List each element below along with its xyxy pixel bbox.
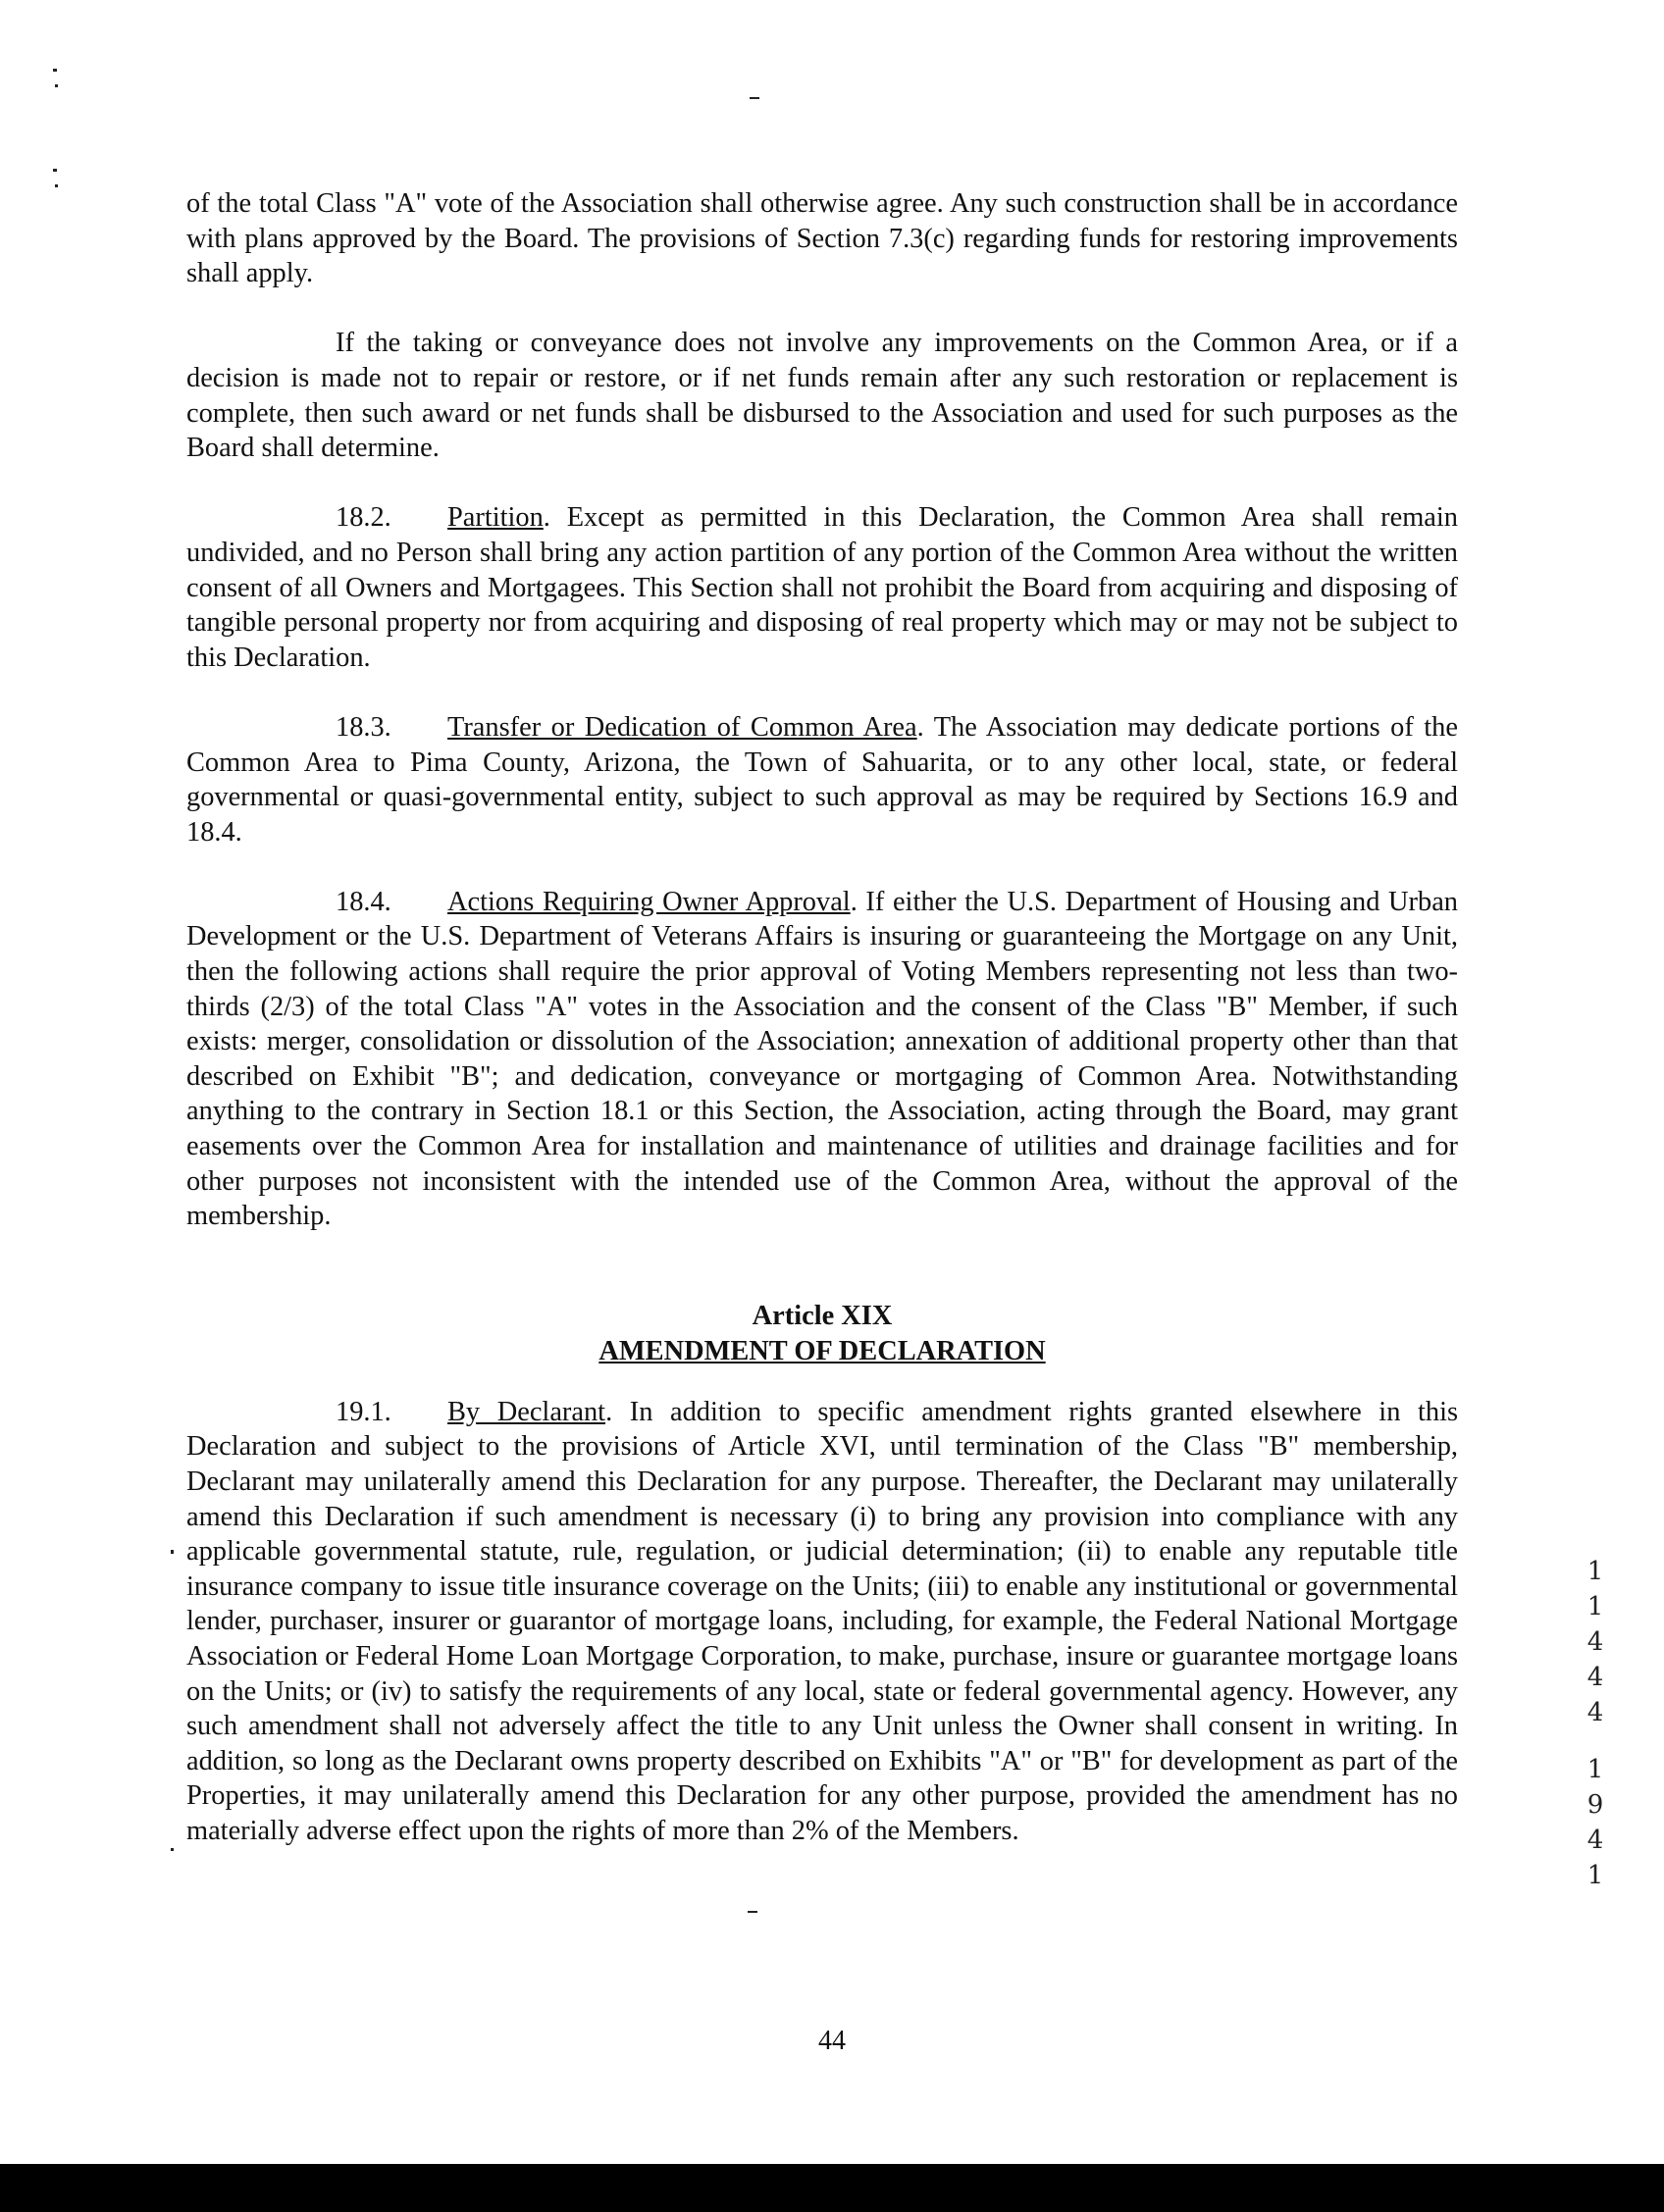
section-title: Transfer or Dedication of Common Area [447, 711, 917, 743]
section-18-3 [186, 710, 1458, 849]
section-body: . Except as permitted in this Declaration, the Common Area shall remain undivided, and no Person shall bring any action partition of any portion of the Common Area without the written consent of all Owners and Mortgagees. This Section shall not prohibit the Board from acquiring and disposing of tangible personal property nor from acquiring and disposing of real property which may or may not be subject to this Declaration. [186, 502, 1458, 673]
article-heading [186, 1299, 1458, 1369]
section-body: . The Association may dedicate portions of the Common Area to Pima County, Arizona, the Town of Sahuarita, or to any other local, state, or federal governmental or quasi-governmental entity, subject to such approval as may be required by Sections 16.9 and 18.4. [186, 711, 1458, 848]
section-number: 19.1. [336, 1396, 391, 1427]
paragraph: If the taking or conveyance does not involve any improvements on the Common Area, or if a decision is made not to repair or restore, or if net funds remain after any such restoration or replacement is complete, then such award or net funds shall be disbursed to the Association and used for such purposes as the Board shall determine. [186, 328, 1458, 464]
stamp-digit: 1 [1586, 1557, 1604, 1586]
section-title: Partition [447, 502, 544, 534]
section-number: 18.4. [336, 886, 391, 917]
scan-speck [55, 184, 58, 187]
scan-speck [171, 1848, 174, 1851]
page-number: 44 [818, 2026, 846, 2056]
document-body [186, 186, 1458, 1883]
scan-speck [171, 1550, 174, 1554]
stamp-digit: 4 [1586, 1627, 1604, 1657]
scan-speck [748, 1911, 757, 1913]
stamp-digit: 4 [1586, 1826, 1604, 1855]
article-title: AMENDMENT OF DECLARATION [598, 1335, 1046, 1366]
margin-stamp-bottom [1576, 1752, 1615, 1893]
stamp-digit: 1 [1586, 1861, 1604, 1890]
stamp-digit: 4 [1586, 1698, 1604, 1727]
article-label: Article XIX [752, 1300, 893, 1331]
section-body: . If either the U.S. Department of Housing and Urban Development or the U.S. Department of Veterans Affairs is insuring or guaranteeing the Mortgage on any Unit, then the following actions shall require the prior approval of Voting Members representing not less than two-thirds (2/3) of the total Class "A" votes in the Association and the consent of the Class "B" Member, if such exists: merger, consolidation or dissolution of the Association; annexation of additional property other than that described on Exhibit "B"; and dedication, conveyance or mortgaging of Common Area. Notwithstanding anything to the contrary in Section 18.1 or this Section, the Association, acting through the Board, may grant easements over the Common Area for installation and maintenance of utilities and drainage facilities and for other purposes not inconsistent with the intended use of the Common Area, without the approval of the membership. [186, 886, 1458, 1232]
stamp-digit: 1 [1586, 1592, 1604, 1621]
scan-speck [55, 84, 58, 87]
section-body: . In addition to specific amendment rights granted elsewhere in this Declaration and subject to the provisions of Article XVI, until termination of the Class "B" membership, Declarant may unilaterally amend this Declaration for any purpose. Thereafter, the Declarant may unilaterally amend this Declaration if such amendment is necessary (i) to bring any provision into compliance with any applicable governmental statute, rule, regulation, or judicial determination; (ii) to enable any reputable title insurance company to issue title insurance coverage on the Units; (iii) to enable any institutional or governmental lender, purchaser, insurer or guarantor of mortgage loans, including, for example, the Federal National Mortgage Association or Federal Home Loan Mortgage Corporation, to make, purchase, insure or guarantee mortgage loans on the Units; or (iv) to satisfy the requirements of any local, state or federal governmental agency. However, any such amendment shall not adversely affect the title to any Unit unless the Owner shall consent in writing. In addition, so long as the Declarant owns property described on Exhibits "A" or "B" for development as part of the Properties, it may unilaterally amend this Declaration for any other purpose, provided the amendment has no materially adverse effect upon the rights of more than 2% of the Members. [186, 1396, 1459, 1846]
section-title: By Declarant [447, 1396, 606, 1427]
scan-speck [53, 69, 57, 72]
stamp-digit: 9 [1586, 1790, 1604, 1820]
margin-stamp-top [1576, 1554, 1615, 1730]
section-18-4 [186, 885, 1458, 1234]
paragraph: of the total Class "A" vote of the Association shall otherwise agree. Any such construction shall be in accordance with plans approved by the Board. The provisions of Section 7.3(c) regarding funds for restoring improvements shall apply. [186, 188, 1458, 289]
section-19-1 [186, 1395, 1458, 1849]
section-18-2 [186, 500, 1458, 675]
section-title: Actions Requiring Owner Approval [447, 886, 851, 917]
section-number: 18.2. [336, 502, 391, 534]
stamp-digit: 1 [1586, 1755, 1604, 1784]
scan-speck [53, 169, 57, 172]
section-number: 18.3. [336, 711, 391, 743]
scan-speck [750, 97, 759, 99]
scan-border [0, 2164, 1664, 2212]
stamp-digit: 4 [1586, 1663, 1604, 1692]
